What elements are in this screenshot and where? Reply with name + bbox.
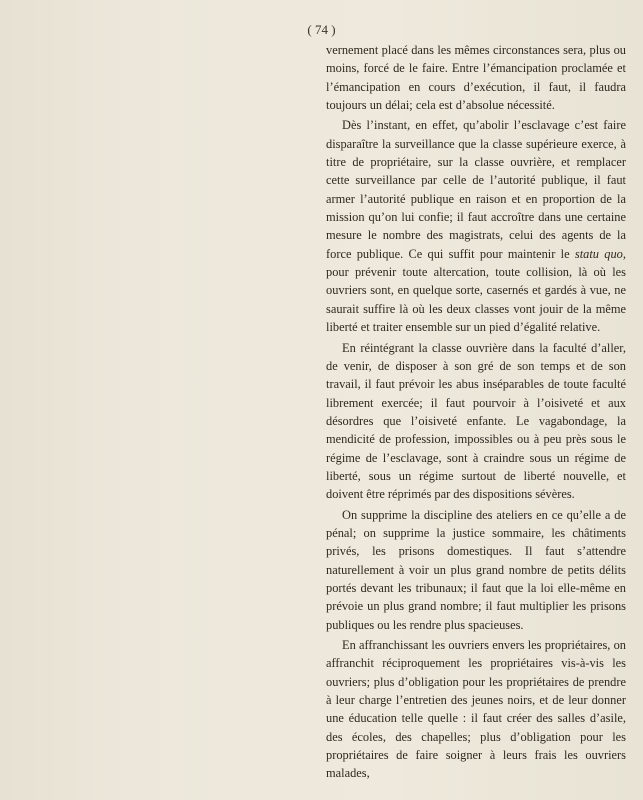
paragraph-text: En affranchissant les ouvriers envers les propriétaires, on affranchit réciproquement les propriétaires vis-à-vis les ouvriers; plus d’obligation pour les propriétaires de prendre à leur charge l’entretien des jeunes noirs, et de leur donner une éducation telle quelle : il faut créer des salles d’asile, des écoles, des chapelles; plus d’obligation pour les propriétaires de faire soigner à leurs frais les ouvriers malades,: [326, 638, 626, 781]
paragraph: [326, 506, 626, 634]
paragraph-text: En réintégrant la classe ouvrière dans la faculté d’aller, de venir, de disposer à son gré de son temps et de son travail, il faut prévoir les abus inséparables de toute faculté librement exercée; il faut pourvoir à l’oisiveté et aux désordres que l’oisiveté enfante. Le vagabondage, la mendicité de profession, impossibles ou à peu près sous le régime de l’esclavage, sont à craindre sous un régime de liberté, sous un régime surtout de liberté nouvelle, et doivent être réprimés par des dispositions sévères.: [326, 340, 626, 502]
paragraph-text: , pour prévenir toute altercation, toute collision, là où les ouvriers sont, en quelque sorte, casernés et gardés à vue, ne saurait suffire là où les deux classes vont jouir de la même liberté et traiter ensemble sur un pied d’égalité relative.: [326, 246, 626, 335]
paragraph-text: On supprime la discipline des ateliers en ce qu’elle a de pénal; on supprime la justice sommaire, les châtiments privés, les prisons domestiques. Il faut s’attendre naturellement à voir un plus grand nombre de petits délits portés devant les tribunaux; il faut que la loi elle-même en prévoie un plus grand nombre; il faut multiplier les prisons publiques ou les rendre plus spacieuses.: [326, 507, 626, 632]
paragraph-text: vernement placé dans les mêmes circonstances sera, plus ou moins, forcé de le faire. Entre l’émancipation proclamée et l’émancipation en cours d’exécution, il faut, il faudra toujours un délai; cela est d’absolue nécessité.: [326, 43, 626, 113]
page-number: ( 74 ): [307, 22, 336, 37]
paragraph-text: Dès l’instant, en effet, qu’abolir l’esclavage c’est faire disparaître la surveillance que la classe supérieure exerce, à titre de propriétaire, sur la classe ouvrière, et remplacer cette surveillance par celle de l’autorité publique, il faut armer l’autorité publique en raison et en proportion de la mission qu’on lui confie; il faut accroître dans une certaine mesure le nombre des magistrats, celui des agents de la force publique. Ce qui suffit pour maintenir le: [326, 118, 626, 261]
paragraph: [326, 636, 626, 783]
paragraph: [326, 116, 626, 336]
italic-phrase: statu quo: [574, 246, 623, 261]
body-text: [326, 41, 626, 783]
paragraph: [326, 339, 626, 504]
paragraph: [326, 41, 626, 114]
